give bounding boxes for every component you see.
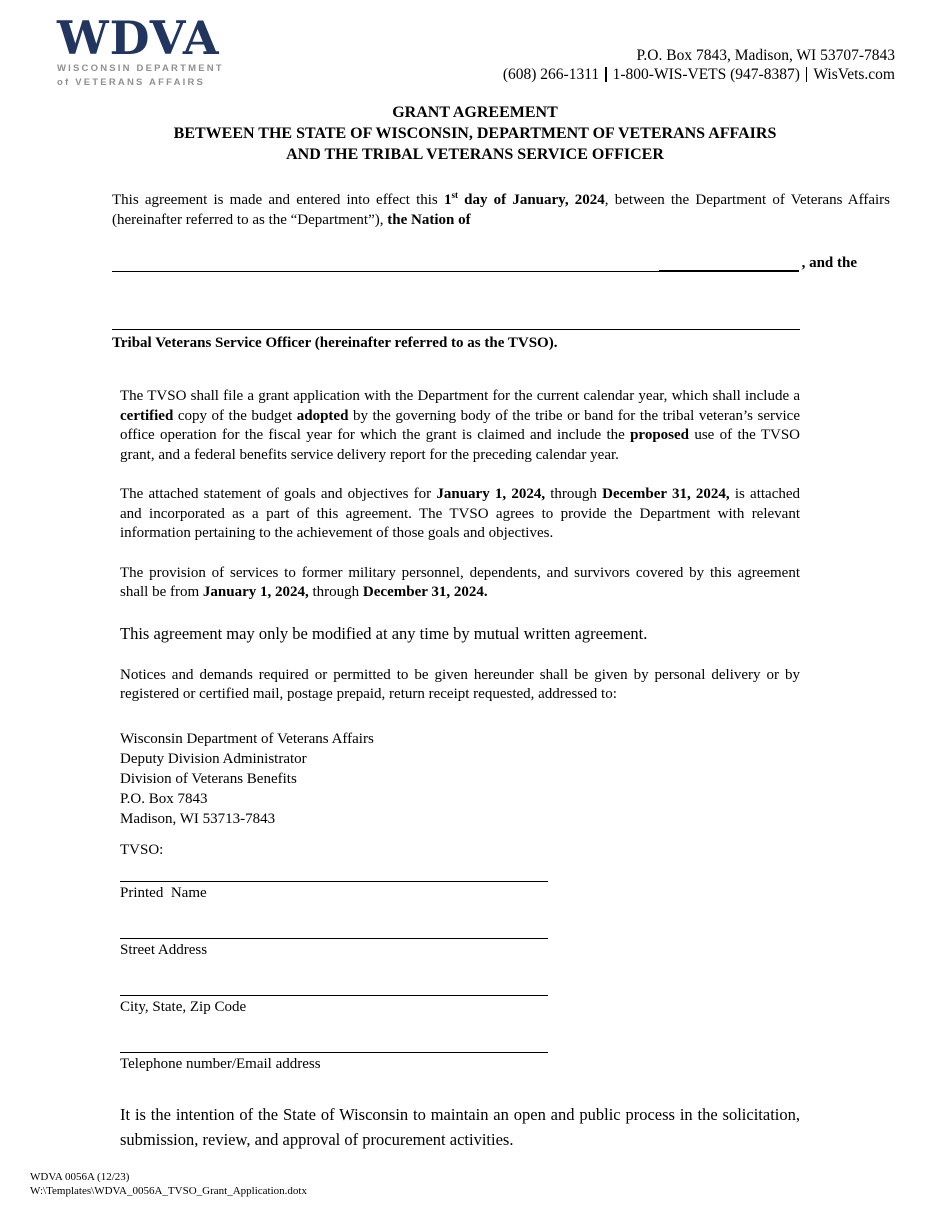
bold-proposed: proposed bbox=[630, 427, 690, 443]
effective-date: 1 bbox=[443, 192, 452, 208]
document-footer bbox=[30, 1170, 307, 1198]
logo-acronym: WDVA bbox=[57, 11, 220, 65]
address-line: Division of Veterans Benefits bbox=[120, 770, 297, 787]
text-segment: The TVSO shall file a grant application with the Department for the current calendar year, which shall include a bbox=[120, 388, 800, 404]
fill-in-line bbox=[120, 974, 548, 996]
field-label: Telephone number/Email address bbox=[120, 1055, 321, 1072]
fill-in-line bbox=[120, 1031, 548, 1053]
start-date: January 1, 2024, bbox=[436, 486, 546, 502]
contact-phone: (608) 266-1311 bbox=[502, 66, 600, 83]
text-segment: , between the Department of Veterans Affairs (hereinafter referred to as the “Department”), bbox=[112, 192, 890, 228]
bold-adopted: adopted bbox=[296, 407, 349, 424]
title-line-3: AND THE TRIBAL VETERANS SERVICE OFFICER bbox=[286, 146, 664, 163]
logo-dept-line2: of VETERANS AFFAIRS bbox=[57, 77, 206, 88]
contact-phone-line bbox=[503, 65, 895, 84]
text-segment: The provision of services to former military personnel, dependents, and survivors covered by this agreement shall be from bbox=[120, 564, 800, 600]
contact-website: WisVets.com bbox=[813, 66, 895, 83]
text-segment: through bbox=[545, 486, 603, 502]
address-line: Deputy Division Administrator bbox=[120, 750, 307, 767]
document-title bbox=[0, 102, 950, 165]
address-line: P.O. Box 7843 bbox=[120, 790, 208, 807]
form-number: WDVA 0056A (12/23) bbox=[30, 1171, 130, 1183]
and-the-text: , and the bbox=[801, 255, 857, 271]
text-segment: is attached and incorporated as a part of this agreement. The TVSO agrees to provide the Department with relevant information pertaining to the achievement of those goals and objectives. bbox=[120, 486, 801, 541]
separator-bar bbox=[605, 67, 607, 82]
bold-certified: certified bbox=[120, 407, 174, 424]
fill-in-line-bold bbox=[659, 254, 799, 272]
separator-bar bbox=[806, 67, 808, 82]
text-segment: use of the TVSO grant, and a federal benefits service delivery report for the preceding calendar year. bbox=[120, 427, 800, 463]
printed-name-field bbox=[120, 860, 548, 903]
nation-name-blank-row bbox=[112, 254, 857, 272]
contact-block bbox=[503, 46, 895, 84]
street-address-field bbox=[120, 917, 548, 960]
text-segment: copy of the budget bbox=[173, 407, 297, 424]
notices-paragraph: Notices and demands required or permitted to be given hereunder shall be given by personal delivery or by registered or certified mail, postage prepaid, return receipt requested, addressed to: bbox=[120, 666, 800, 702]
fill-in-line bbox=[120, 860, 548, 882]
fill-in-line bbox=[120, 917, 548, 939]
text-segment: through bbox=[308, 584, 363, 600]
procurement-intent-paragraph: It is the intention of the State of Wisconsin to maintain an open and public process in the solicitation, submission, review, and approval of procurement activities. bbox=[120, 1104, 800, 1149]
end-date: December 31, 2024, bbox=[602, 486, 730, 502]
nation-of-text: the Nation of bbox=[387, 212, 471, 228]
wdva-logo bbox=[57, 11, 224, 88]
address-line: Madison, WI 53713-7843 bbox=[120, 810, 276, 827]
city-state-zip-field bbox=[120, 974, 548, 1017]
contact-tollfree: 1-800-WIS-VETS (947-8387) bbox=[612, 66, 800, 83]
notice-address-block bbox=[120, 729, 950, 829]
ordinal-suffix: st bbox=[451, 190, 458, 200]
field-label: Street Address bbox=[120, 941, 208, 958]
document-header bbox=[0, 0, 950, 88]
provision-services-paragraph bbox=[120, 564, 800, 603]
goals-objectives-paragraph bbox=[120, 485, 800, 544]
text-segment: The attached statement of goals and objectives for bbox=[120, 486, 437, 502]
contact-address: P.O. Box 7843, Madison, WI 53707-7843 bbox=[636, 47, 895, 64]
intro-paragraph bbox=[112, 185, 890, 230]
effective-date-rest: day of January, 2024 bbox=[457, 192, 605, 208]
title-line-2: BETWEEN THE STATE OF WISCONSIN, DEPARTMENT OF VETERANS AFFAIRS bbox=[173, 125, 777, 142]
logo-dept-line1: WISCONSIN DEPARTMENT bbox=[57, 63, 224, 74]
title-line-1: GRANT AGREEMENT bbox=[392, 104, 558, 121]
tvso-heading: Tribal Veterans Service Officer (hereinafter referred to as the TVSO). bbox=[112, 335, 558, 351]
field-label: City, State, Zip Code bbox=[120, 998, 247, 1015]
tvso-section-label: TVSO: bbox=[120, 841, 164, 858]
start-date: January 1, 2024, bbox=[202, 584, 309, 600]
end-date: December 31, 2024. bbox=[362, 584, 488, 600]
modification-paragraph: This agreement may only be modified at any time by mutual written agreement. bbox=[120, 623, 648, 643]
grant-application-paragraph bbox=[120, 387, 800, 465]
tvso-name-blank-line bbox=[112, 316, 800, 330]
text-segment: This agreement is made and entered into effect this bbox=[112, 192, 444, 208]
fill-in-line bbox=[112, 254, 659, 272]
telephone-email-field bbox=[120, 1031, 548, 1074]
text-segment: by the governing body of the tribe or band for the tribal veteran’s service office operation for the fiscal year for which the grant is claimed and include the bbox=[120, 407, 800, 443]
address-line: Wisconsin Department of Veterans Affairs bbox=[120, 730, 374, 747]
field-label: Printed Name bbox=[120, 884, 207, 901]
template-file-path: W:\Templates\WDVA_0056A_TVSO_Grant_Application.dotx bbox=[30, 1185, 307, 1197]
